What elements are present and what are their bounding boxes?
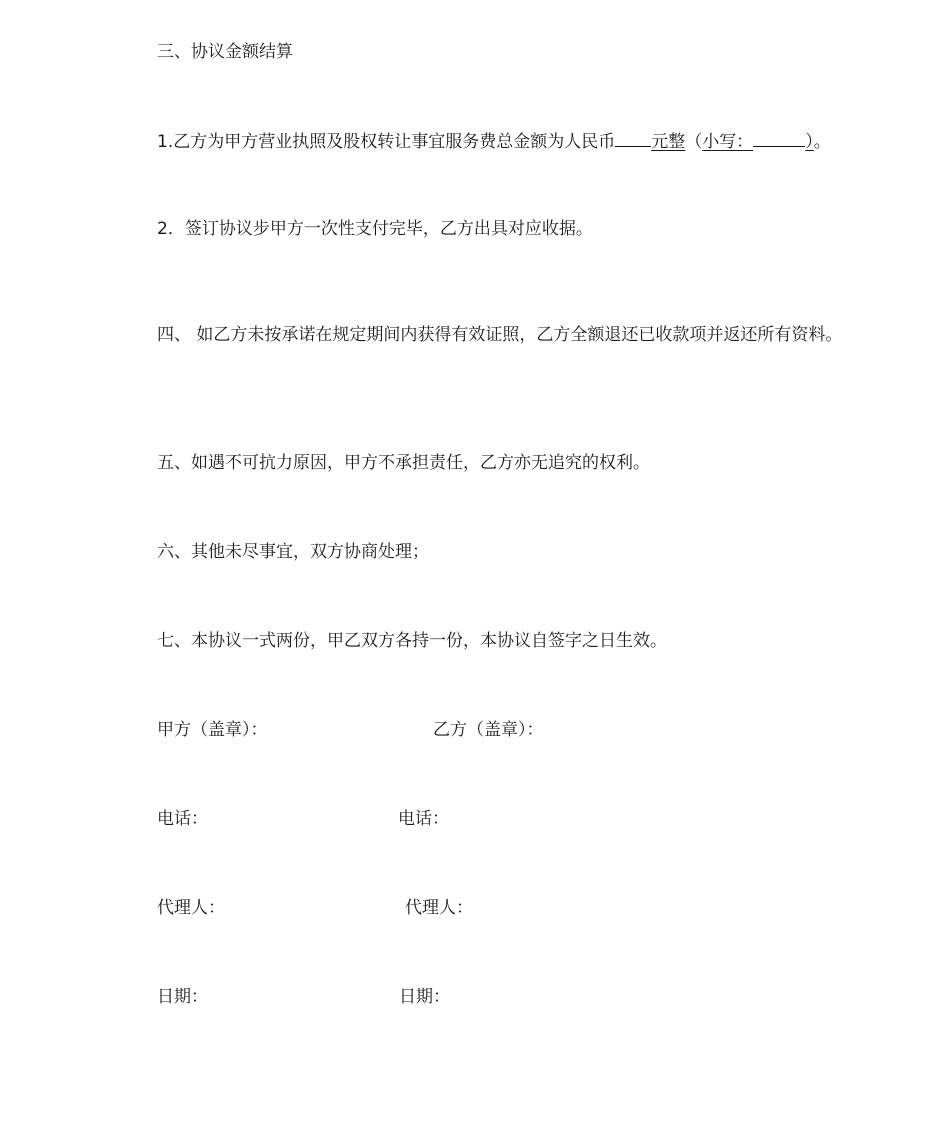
party-a-agent-label: 代理人： (157, 898, 225, 918)
party-b-date-label: 日期： (399, 987, 450, 1007)
item-1-end: 。 (813, 132, 831, 152)
item-1-paren-close: ） (805, 132, 814, 152)
party-a-seal-label: 甲方（盖章）： (157, 720, 268, 740)
section-7-paragraph: 七、本协议一式两份，甲乙双方各持一份，本协议自签字之日生效。 (157, 631, 667, 651)
item-1-prefix: 1.乙方为甲方营业执照及股权转让事宜服务费总金额为人民币 (157, 132, 616, 152)
section-3-heading: 三、协议金额结算 (157, 42, 293, 62)
section-5-paragraph: 五、如遇不可抗力原因，甲方不承担责任，乙方亦无追究的权利。 (157, 453, 650, 473)
small-amount-blank (753, 128, 805, 147)
section-3-item-1 (157, 128, 831, 154)
section-6-paragraph: 六、其他未尽事宜，双方协商处理； (157, 542, 429, 562)
item-1-unit: 元整 (651, 132, 686, 152)
amount-blank (615, 128, 651, 147)
party-b-seal-label: 乙方（盖章）： (433, 720, 544, 740)
section-3-item-2: 2．签订协议步甲方一次性支付完毕，乙方出具对应收据。 (157, 219, 593, 239)
party-a-date-label: 日期： (157, 987, 208, 1007)
section-4-paragraph: 四、 如乙方未按承诺在规定期间内获得有效证照，乙方全额退还已收款项并返还所有资料。 (157, 325, 843, 345)
item-1-paren-open: （ (685, 132, 703, 152)
party-a-phone-label: 电话： (157, 809, 208, 829)
item-1-small-label: 小写： (702, 132, 754, 152)
party-b-phone-label: 电话： (398, 809, 449, 829)
party-b-agent-label: 代理人： (405, 898, 473, 918)
